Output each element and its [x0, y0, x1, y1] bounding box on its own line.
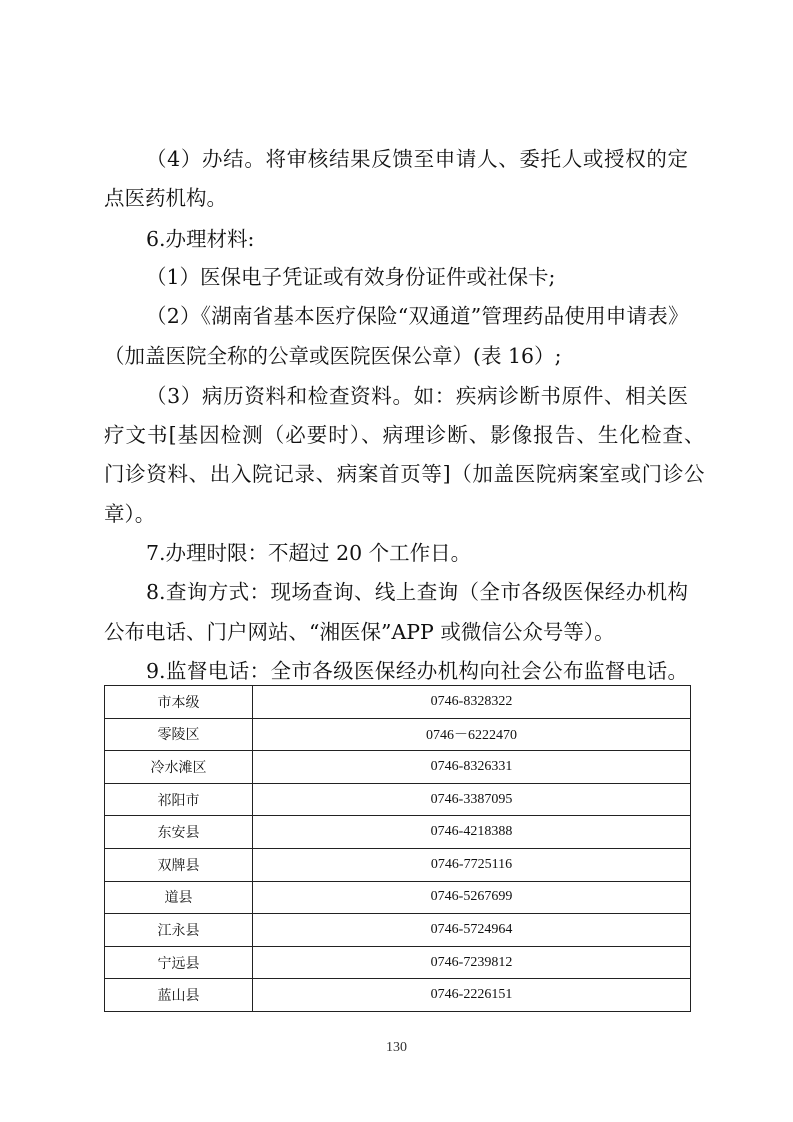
phone-cell: 0746-7239812: [253, 946, 691, 979]
table-row: [105, 751, 691, 784]
heading-materials: 6.办理材料:: [146, 227, 255, 251]
table-row: [105, 848, 691, 881]
table-row: [105, 718, 691, 751]
material-item-3-line1: （3）病历资料和检查资料。如：疾病诊断书原件、相关医: [146, 384, 688, 408]
table-row: [105, 686, 691, 719]
material-item-3-line4: 章）。: [104, 502, 156, 526]
supervision-phone-table: [104, 685, 691, 1012]
paragraph-step4-line2: 点医药机构。: [104, 186, 227, 210]
phone-cell: 0746-5267699: [253, 881, 691, 914]
phone-cell: 0746-2226151: [253, 979, 691, 1012]
region-cell: 双牌县: [105, 848, 253, 881]
page-number: 130: [386, 1040, 407, 1055]
supervision-phone-heading: 9.监督电话：全市各级医保经办机构向社会公布监督电话。: [146, 659, 688, 683]
phone-cell: 0746-7725116: [253, 848, 691, 881]
paragraph-step4-line1: （4）办结。将审核结果反馈至申请人、委托人或授权的定: [146, 147, 688, 171]
phone-cell: 0746-8326331: [253, 751, 691, 784]
material-item-3-line2: 疗文书[基因检测（必要时）、病理诊断、影像报告、生化检查、: [104, 423, 704, 447]
region-cell: 江永县: [105, 914, 253, 947]
region-cell: 东安县: [105, 816, 253, 849]
query-method-line1: 8.查询方式：现场查询、线上查询（全市各级医保经办机构: [146, 580, 688, 604]
phone-cell: 0746-4218388: [253, 816, 691, 849]
heading-time-limit: 7.办理时限：不超过 20 个工作日。: [146, 541, 472, 565]
region-cell: 祁阳市: [105, 783, 253, 816]
table-row: [105, 914, 691, 947]
region-cell: 零陵区: [105, 718, 253, 751]
region-cell: 宁远县: [105, 946, 253, 979]
phone-cell: 0746-3387095: [253, 783, 691, 816]
table-row: [105, 816, 691, 849]
table-row: [105, 979, 691, 1012]
material-item-2-line1: （2）《湖南省基本医疗保险“双通道”管理药品使用申请表》: [146, 304, 688, 328]
region-cell: 蓝山县: [105, 979, 253, 1012]
table-row: [105, 946, 691, 979]
phone-cell: 0746-8328322: [253, 686, 691, 719]
region-cell: 冷水滩区: [105, 751, 253, 784]
query-method-line2: 公布电话、门户网站、“湘医保”APP 或微信公众号等）。: [104, 620, 615, 644]
phone-cell: 0746－6222470: [253, 718, 691, 751]
region-cell: 道县: [105, 881, 253, 914]
region-cell: 市本级: [105, 686, 253, 719]
phone-cell: 0746-5724964: [253, 914, 691, 947]
material-item-3-line3: 门诊资料、出入院记录、病案首页等]（加盖医院病案室或门诊公: [104, 462, 704, 486]
table-row: [105, 881, 691, 914]
table-row: [105, 783, 691, 816]
material-item-2-line2: （加盖医院全称的公章或医院医保公章）(表 16）;: [104, 344, 562, 368]
material-item-1: （1）医保电子凭证或有效身份证件或社保卡;: [146, 265, 556, 289]
